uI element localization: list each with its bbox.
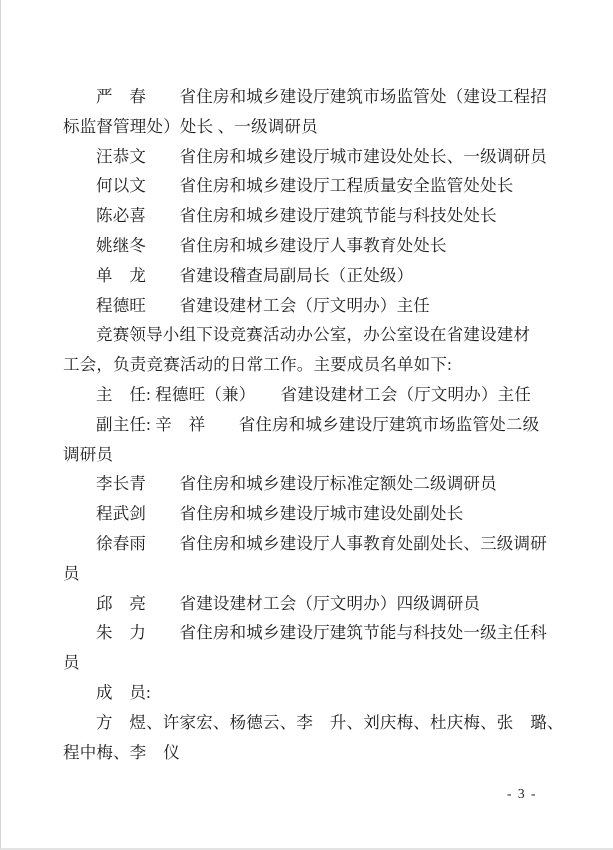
text-line: 姚继冬 省住房和城乡建设厅人事教育处处长: [96, 235, 447, 255]
text-line: 邱 亮 省建设建材工会（厅文明办）四级调研员: [96, 593, 481, 613]
document-body: [63, 82, 563, 767]
text-line: 陈必喜 省住房和城乡建设厅建筑节能与科技处处长: [96, 206, 497, 226]
text-line: 工会，负责竞赛活动的日常工作。主要成员名单如下:: [63, 355, 452, 375]
text-line: 程中梅、李 仪: [63, 742, 180, 762]
text-line: 李长青 省住房和城乡建设厅标准定额处二级调研员: [96, 474, 497, 494]
text-line: 副主任: 辛 祥 省住房和城乡建设厅建筑市场监管处二级: [96, 414, 540, 434]
text-line: 程武剑 省住房和城乡建设厅城市建设处副处长: [96, 504, 464, 524]
text-line: 员: [63, 653, 80, 673]
text-line: 调研员: [63, 444, 114, 464]
text-line: 竞赛领导小组下设竞赛活动办公室，办公室设在省建设建材: [96, 325, 531, 345]
text-line: 徐春雨 省住房和城乡建设厅人事教育处副处长、三级调研: [96, 533, 547, 553]
text-line: 单 龙 省建设稽查局副局长（正处级）: [96, 265, 414, 285]
page-number: - 3 -: [507, 786, 537, 801]
text-line: 成 员:: [96, 682, 151, 702]
text-line: 严 春 省住房和城乡建设厅建筑市场监管处（建设工程招: [96, 87, 547, 106]
text-line: 朱 力 省住房和城乡建设厅建筑节能与科技处一级主任科: [96, 623, 547, 643]
text-line: 程德旺 省建设建材工会（厅文明办）主任: [96, 295, 430, 315]
page-footer: [507, 786, 537, 802]
text-line: 主 任: 程德旺（兼） 省建设建材工会（厅文明办）主任: [96, 384, 532, 404]
text-line: 何以文 省住房和城乡建设厅工程质量安全监管处处长: [96, 176, 514, 196]
text-line: 标监督管理处）处长 、一级调研员: [63, 116, 318, 136]
text-line: 员: [63, 563, 80, 583]
text-line: 方 煜、许家宏、杨德云、李 升、刘庆梅、杜庆梅、张 璐、: [96, 712, 564, 732]
text-line: 汪恭文 省住房和城乡建设厅城市建设处处长、一级调研员: [96, 146, 547, 166]
